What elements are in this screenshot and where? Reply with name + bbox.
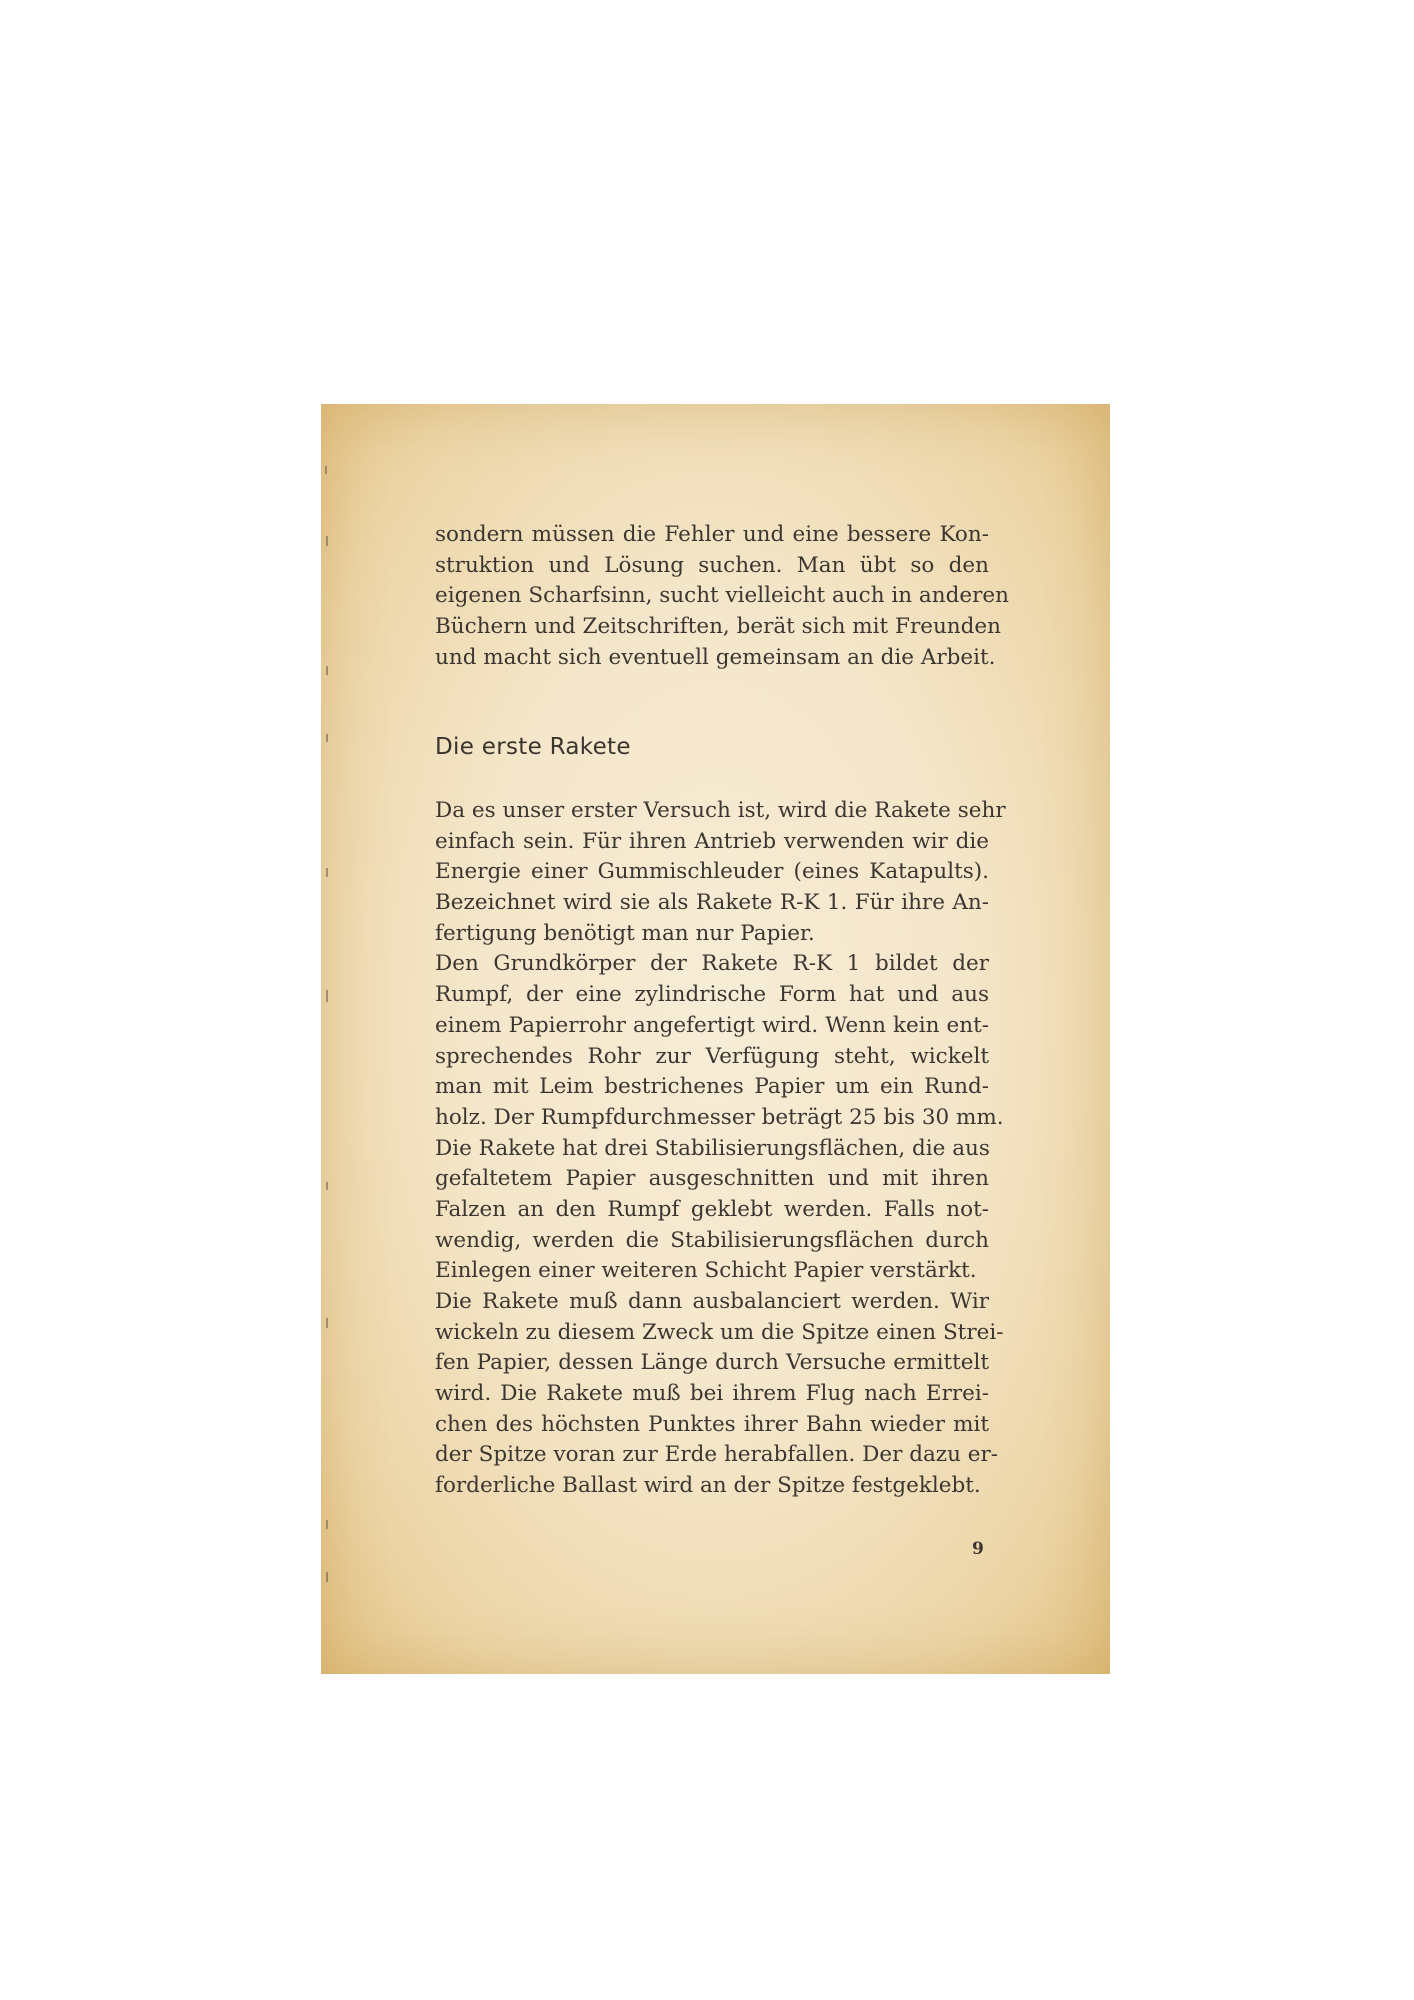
page-speck [326, 1520, 328, 1529]
text-line: holz. Der Rumpfdurchmesser beträgt 25 bis 30 mm. [435, 1104, 1004, 1130]
text-line: eigenen Scharfsinn, sucht vielleicht auch in anderen [435, 583, 1009, 609]
text-line: Da es unser erster Versuch ist, wird die Rakete sehr [435, 798, 1006, 823]
page-speck [326, 990, 328, 1002]
section-heading: Die erste Rakete [435, 734, 631, 760]
text-line: struktion und Lösung suchen. Man übt so den [435, 552, 989, 578]
text-line: einem Papierrohr angefertigt wird. Wenn kein ent- [435, 1012, 989, 1038]
page-speck [326, 1572, 328, 1582]
page-number: 9 [972, 1539, 984, 1559]
text-line: und macht sich eventuell gemeinsam an die Arbeit. [435, 644, 996, 670]
text-line: einfach sein. Für ihren Antrieb verwenden wir die [435, 828, 989, 854]
text-line: forderliche Ballast wird an der Spitze festgeklebt. [435, 1473, 981, 1499]
text-line: Die Rakete muß dann ausbalanciert werden. Wir [435, 1289, 989, 1314]
text-line: der Spitze voran zur Erde herabfallen. Der dazu er- [435, 1442, 999, 1468]
text-line: Rumpf, der eine zylindrische Form hat und aus [435, 982, 989, 1008]
intro-paragraph [435, 520, 1009, 673]
text-line: gefaltetem Papier ausgeschnitten und mit ihren [435, 1166, 989, 1192]
page-speck [325, 466, 327, 474]
page-speck [326, 734, 328, 742]
text-line: chen des höchsten Punktes ihrer Bahn wieder mit [435, 1411, 989, 1437]
text-line: Bezeichnet wird sie als Rakete R-K 1. Für ihre An- [435, 890, 989, 916]
text-line: wendig, werden die Stabilisierungsflächen durch [435, 1227, 989, 1253]
text-line: sprechendes Rohr zur Verfügung steht, wickelt [435, 1043, 989, 1069]
text-line: wird. Die Rakete muß bei ihrem Flug nach Errei- [435, 1381, 989, 1407]
text-line: Büchern und Zeitschriften, berät sich mit Freunden [435, 614, 1001, 640]
text-line: Die Rakete hat drei Stabilisierungsflächen, die aus [435, 1135, 990, 1161]
text-line: Den Grundkörper der Rakete R-K 1 bildet der [435, 951, 989, 977]
page-speck [326, 666, 328, 675]
text-line: Falzen an den Rumpf geklebt werden. Falls not- [435, 1196, 989, 1222]
text-line: sondern müssen die Fehler und eine bessere Kon- [435, 522, 989, 547]
text-line: fen Papier, dessen Länge durch Versuche ermittelt [435, 1350, 989, 1376]
text-line: Einlegen einer weiteren Schicht Papier verstärkt. [435, 1258, 977, 1284]
page-speck [326, 868, 328, 877]
page-speck [326, 1182, 328, 1190]
text-line: wickeln zu diesem Zweck um die Spitze einen Strei- [435, 1319, 1004, 1345]
page-speck [326, 1318, 328, 1328]
body-paragraph [435, 796, 1006, 1502]
book-page [321, 404, 1110, 1674]
text-line: fertigung benötigt man nur Papier. [435, 920, 815, 946]
text-line: Energie einer Gummischleuder (eines Katapults). [435, 859, 989, 885]
page-speck [326, 536, 328, 546]
text-line: man mit Leim bestrichenes Papier um ein Rund- [435, 1074, 989, 1100]
